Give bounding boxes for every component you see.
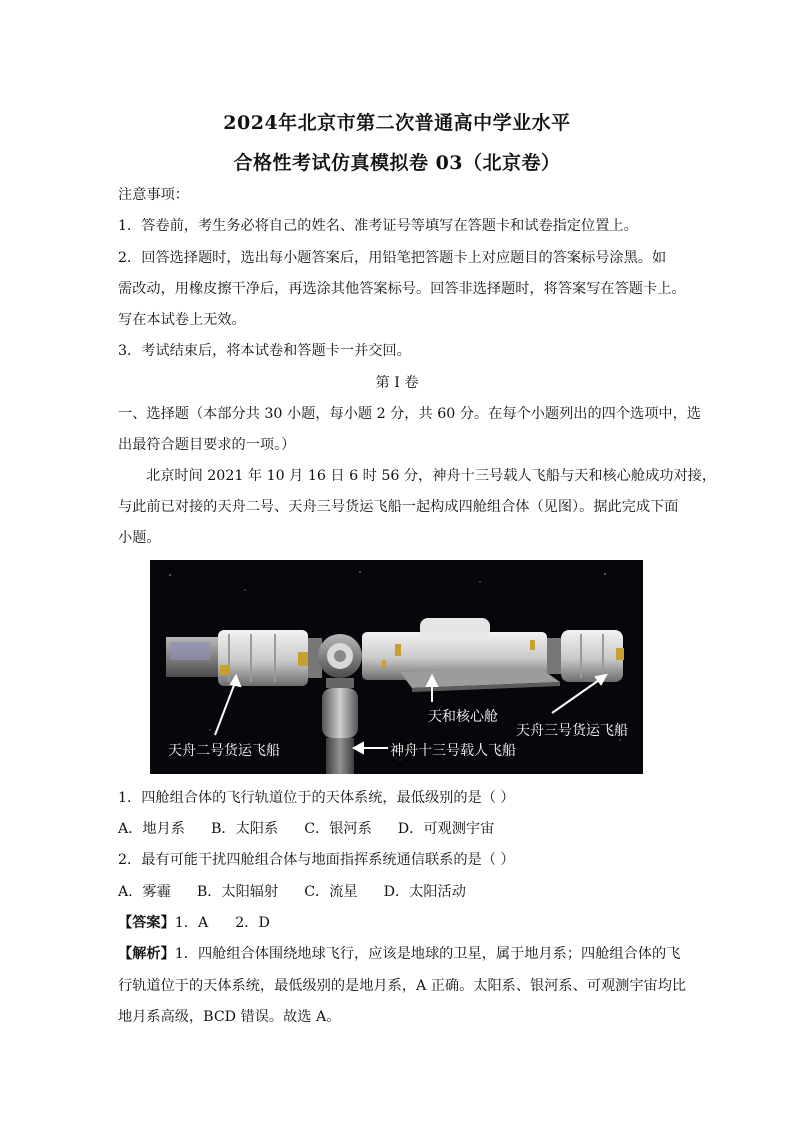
label-tianzhou2: 天舟二号货运飞船 bbox=[168, 743, 280, 759]
notes-item-2-line2: 需改动，用橡皮擦干净后，再选涂其他答案标号。回答非选择题时，将答案写在答题卡上。 bbox=[118, 281, 686, 297]
question-1-options bbox=[118, 819, 678, 839]
notes-item-3: 3．考试结束后，将本试卷和答题卡一并交回。 bbox=[118, 343, 411, 359]
passage-line3: 小题。 bbox=[118, 530, 161, 546]
analysis-line2: 行轨道位于的天体系统，最低级别的是地月系，A 正确。太阳系、银河系、可观测宇宙均比 bbox=[118, 978, 687, 994]
space-station-figure bbox=[150, 560, 643, 774]
question-2-option-a[interactable]: A．雾霾 bbox=[118, 884, 171, 900]
notes-item-1: 1．答卷前，考生务必将自己的姓名、准考证号等填写在答题卡和试卷指定位置上。 bbox=[118, 218, 638, 234]
analysis-tag: 【解析】 bbox=[118, 946, 175, 962]
question-2-option-d[interactable]: D．太阳活动 bbox=[383, 884, 466, 900]
tianhe-core-module bbox=[362, 618, 560, 692]
question-1-option-a[interactable]: A．地月系 bbox=[118, 821, 185, 837]
section-title: 第 I 卷 bbox=[375, 375, 419, 391]
docking-node bbox=[318, 634, 362, 678]
part1-instructions-line1: 一、选择题（本部分共 30 小题，每小题 2 分，共 60 分。在每个小题列出的四个选项中，选 bbox=[118, 406, 701, 422]
passage-line2: 与此前已对接的天舟二号、天舟三号货运飞船一起构成四舱组合体（见图）。据此完成下面 bbox=[118, 499, 679, 515]
notes-item-2-line3: 写在本试卷上无效。 bbox=[118, 312, 246, 328]
label-shenzhou13: 神舟十三号载人飞船 bbox=[390, 743, 516, 759]
question-2-option-c[interactable]: C．流星 bbox=[304, 884, 358, 900]
answer-line bbox=[118, 913, 678, 933]
page-title-line1: 2024年北京市第二次普通高中学业水平 bbox=[223, 112, 571, 134]
passage-line1: 北京时间 2021 年 10 月 16 日 6 时 56 分，神舟十三号载人飞船与天和核心舱成功对接， bbox=[146, 468, 717, 484]
notes-heading: 注意事项： bbox=[118, 187, 189, 203]
label-tianhe-core-module: 天和核心舱 bbox=[428, 709, 498, 725]
answer-text: 1．A 2．D bbox=[174, 915, 270, 931]
page-title-line2: 合格性考试仿真模拟卷 03（北京卷） bbox=[233, 152, 561, 174]
label-tianzhou3: 天舟三号货运飞船 bbox=[516, 723, 628, 739]
analysis-line3: 地月系高级，BCD 错误。故选 A。 bbox=[118, 1009, 341, 1025]
tianzhou3-module bbox=[547, 630, 624, 682]
question-1-option-c[interactable]: C．银河系 bbox=[304, 821, 372, 837]
answer-tag: 【答案】 bbox=[118, 915, 175, 931]
question-1-stem: 1．四舱组合体的飞行轨道位于的天体系统，最低级别的是（ ） bbox=[118, 790, 515, 806]
question-2-option-b[interactable]: B．太阳辐射 bbox=[196, 884, 279, 900]
question-1-option-d[interactable]: D．可观测宇宙 bbox=[397, 821, 495, 837]
question-2-stem: 2．最有可能干扰四舱组合体与地面指挥系统通信联系的是（ ） bbox=[118, 852, 515, 868]
question-2-options bbox=[118, 882, 678, 902]
tianzhou2-module bbox=[166, 630, 322, 686]
question-1-option-b[interactable]: B．太阳系 bbox=[211, 821, 279, 837]
notes-item-2-line1: 2．回答选择题时，选出每小题答案后，用铅笔把答题卡上对应题目的答案标号涂黑。如 bbox=[118, 250, 667, 266]
shenzhou13-module bbox=[322, 678, 358, 774]
analysis-line1 bbox=[118, 944, 681, 964]
analysis-text-1: 1．四舱组合体围绕地球飞行，应该是地球的卫星，属于地月系；四舱组合体的飞 bbox=[174, 946, 681, 962]
part1-instructions-line2: 出最符合题目要求的一项。） bbox=[118, 437, 296, 453]
